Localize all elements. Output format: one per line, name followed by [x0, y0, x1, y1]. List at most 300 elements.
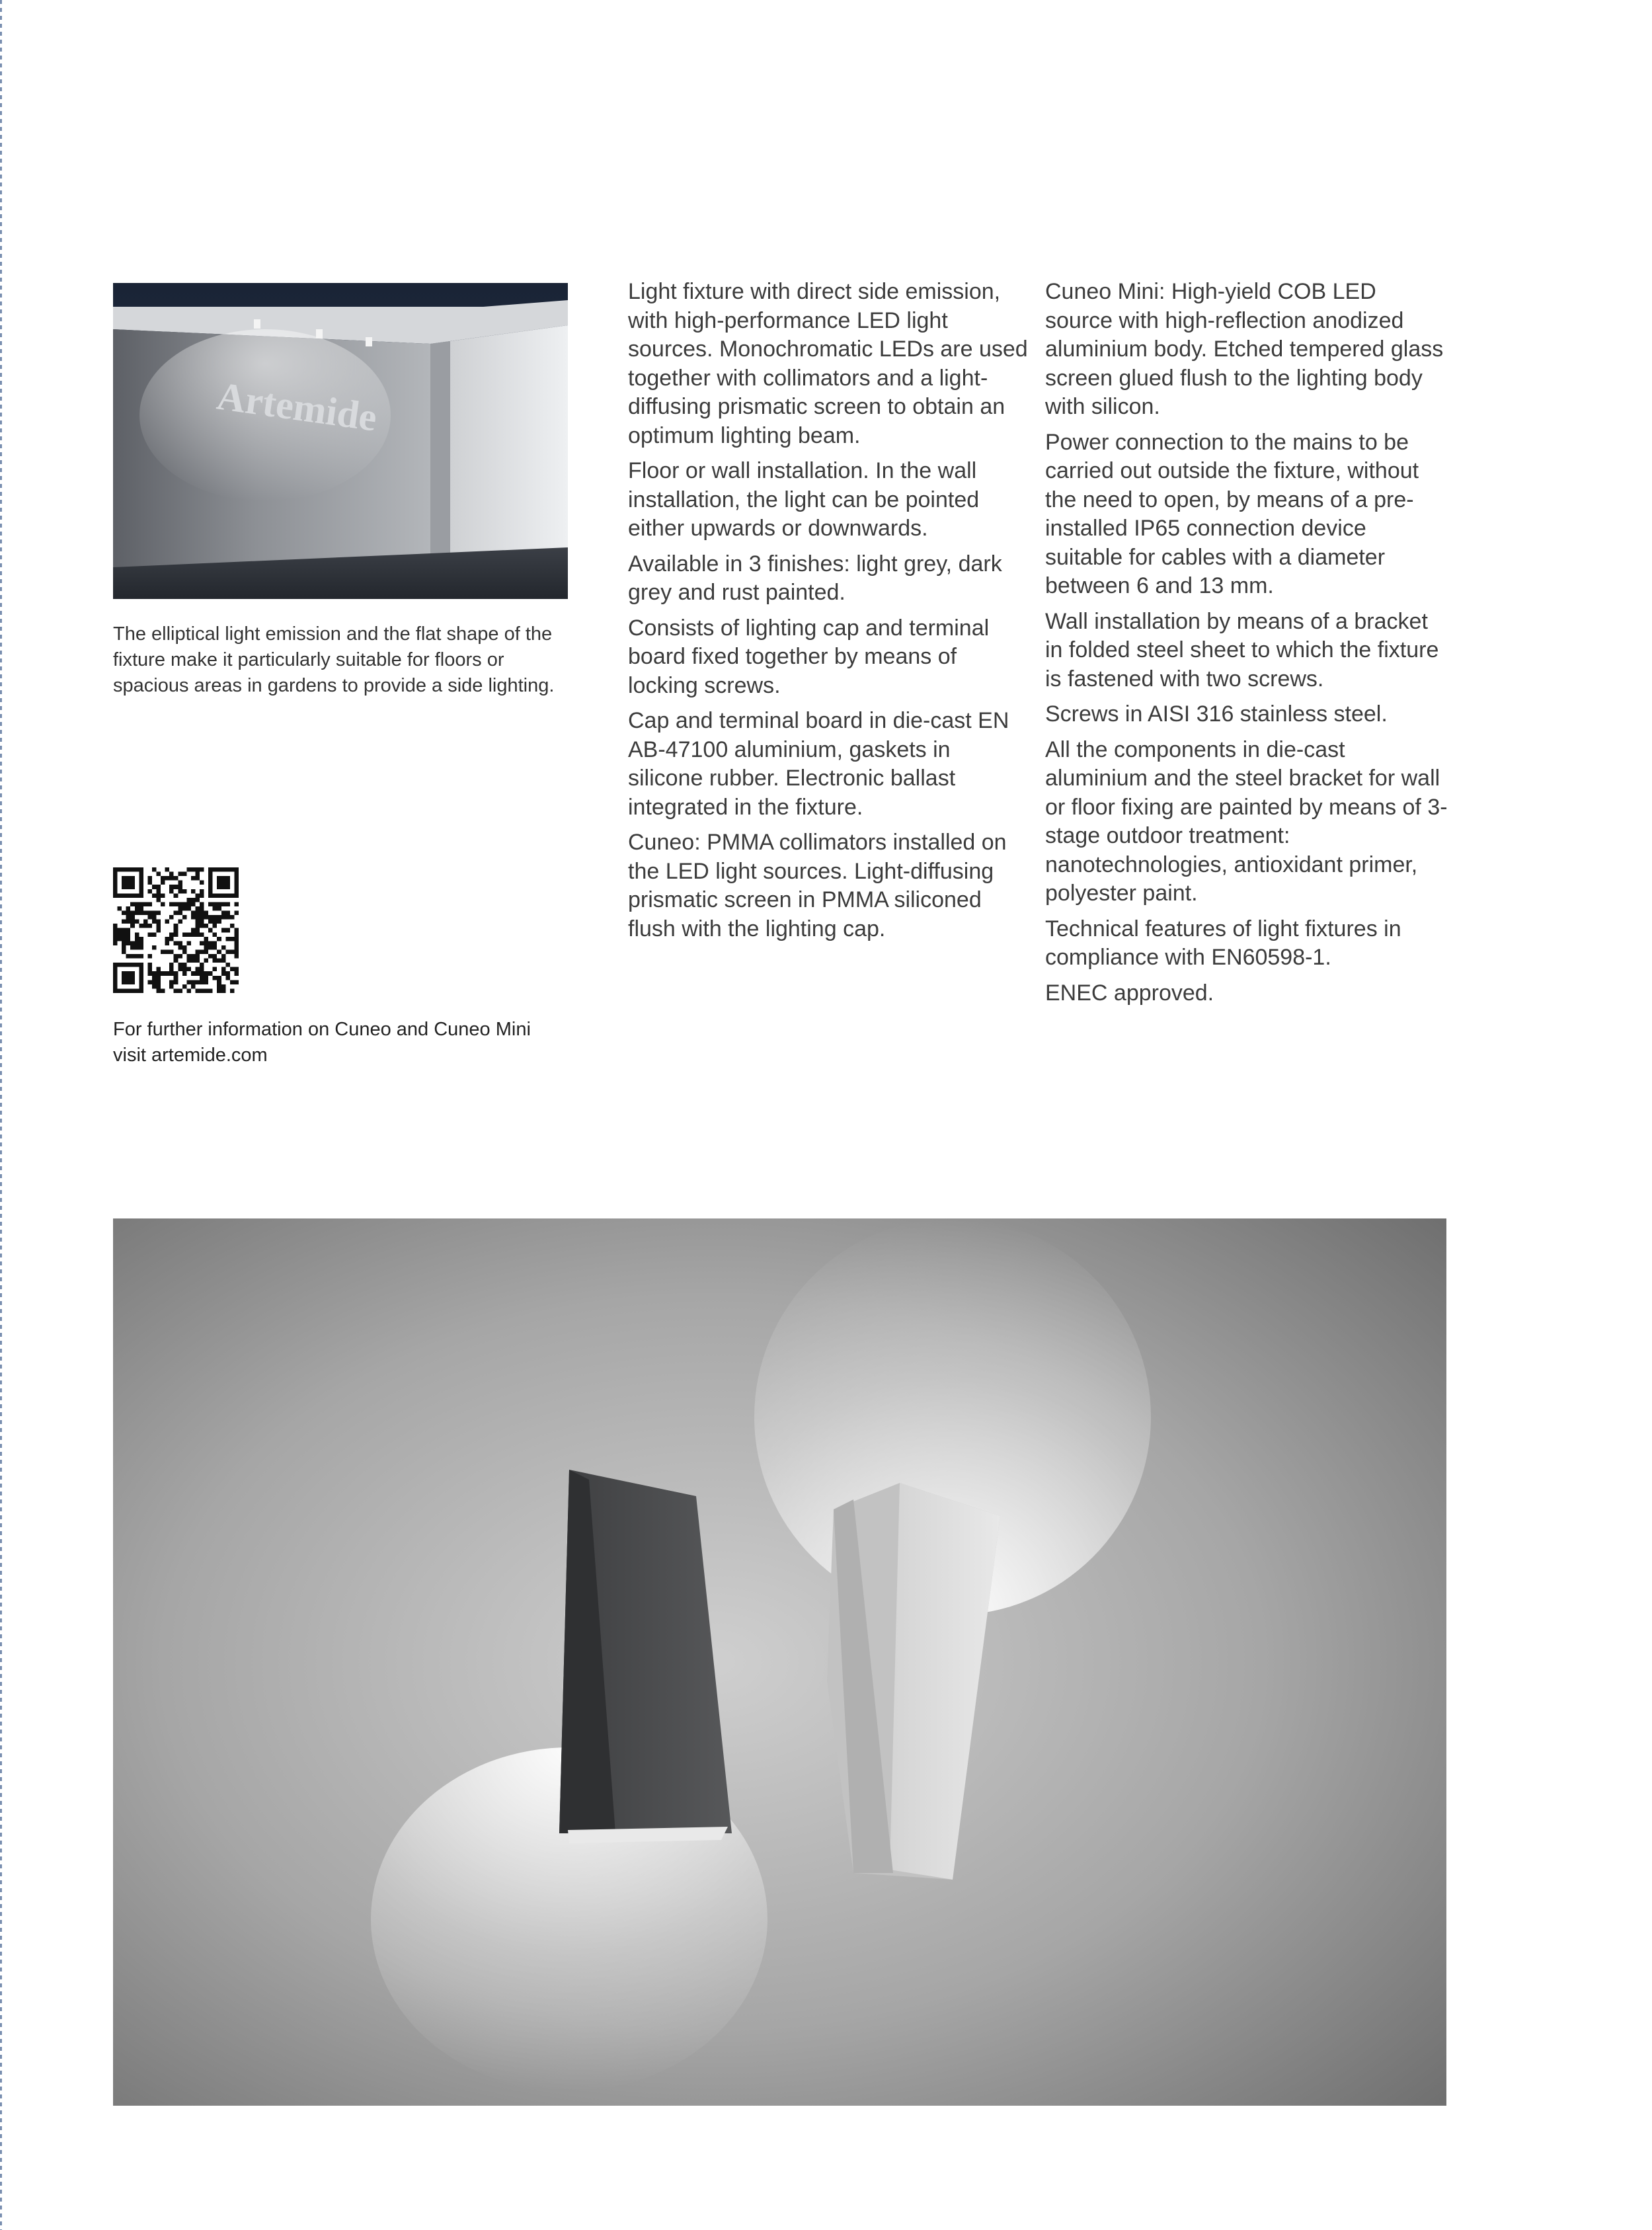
qr-module	[126, 911, 131, 916]
qr-module	[122, 937, 126, 941]
qr-module	[130, 867, 135, 872]
qr-module	[186, 898, 191, 902]
qr-module	[186, 959, 191, 963]
qr-module	[130, 920, 135, 924]
qr-module	[169, 915, 174, 920]
further-info-link[interactable]: visit artemide.com	[113, 1045, 268, 1066]
qr-module	[157, 885, 161, 889]
qr-module	[200, 971, 204, 976]
qr-module	[135, 937, 139, 941]
qr-module	[113, 937, 118, 941]
qr-module	[139, 867, 143, 872]
qr-module	[174, 941, 178, 945]
qr-module	[157, 889, 161, 894]
qr-module	[221, 967, 226, 972]
qr-module	[213, 941, 217, 945]
qr-module	[147, 963, 152, 967]
qr-module	[118, 928, 122, 933]
qr-module	[230, 924, 235, 928]
qr-module	[234, 932, 239, 937]
qr-module	[147, 954, 152, 959]
qr-module	[126, 937, 131, 941]
qr-module	[152, 932, 157, 937]
qr-module	[213, 976, 217, 980]
qr-module	[126, 976, 131, 980]
qr-module	[126, 988, 131, 993]
qr-module	[204, 915, 209, 920]
qr-module	[126, 941, 131, 945]
qr-module	[195, 898, 200, 902]
qr-module	[130, 988, 135, 993]
qr-module	[230, 915, 235, 920]
qr-module	[130, 980, 135, 984]
qr-module	[122, 932, 126, 937]
qr-module	[200, 924, 204, 928]
qr-module	[191, 889, 196, 894]
qr-module	[186, 906, 191, 911]
qr-module	[217, 920, 221, 924]
qr-module	[157, 920, 161, 924]
qr-module	[152, 920, 157, 924]
qr-module	[147, 876, 152, 881]
qr-module	[182, 984, 187, 989]
qr-module	[143, 902, 148, 906]
qr-module	[135, 920, 139, 924]
qr-module	[200, 932, 204, 937]
qr-module	[191, 980, 196, 984]
qr-module	[200, 889, 204, 894]
qr-module	[130, 924, 135, 928]
qr-module	[234, 911, 239, 916]
qr-module	[174, 954, 178, 959]
qr-module	[234, 889, 239, 894]
qr-module	[122, 963, 126, 967]
qr-module	[217, 949, 221, 954]
product-photo	[113, 1218, 1446, 2106]
qr-module	[217, 937, 221, 941]
qr-module	[208, 954, 213, 959]
qr-module	[191, 971, 196, 976]
qr-module	[234, 928, 239, 933]
qr-module	[118, 932, 122, 937]
qr-module	[130, 945, 135, 950]
qr-module	[152, 976, 157, 980]
qr-module	[200, 949, 204, 954]
qr-module	[147, 971, 152, 976]
qr-module	[130, 963, 135, 967]
qr-module	[118, 937, 122, 941]
qr-module	[195, 980, 200, 984]
qr-module	[182, 949, 187, 954]
qr-module	[118, 988, 122, 993]
qr-module	[122, 911, 126, 916]
qr-module	[217, 915, 221, 920]
qr-module	[217, 976, 221, 980]
qr-module	[191, 954, 196, 959]
qr-module	[217, 881, 221, 885]
qr-module	[204, 949, 209, 954]
qr-module	[208, 902, 213, 906]
qr-module	[161, 881, 165, 885]
qr-module	[161, 971, 165, 976]
qr-module	[234, 867, 239, 872]
qr-module	[174, 932, 178, 937]
qr-module	[139, 954, 143, 959]
qr-module	[208, 920, 213, 924]
qr-module	[195, 893, 200, 898]
qr-module	[126, 954, 131, 959]
qr-module	[165, 937, 170, 941]
qr-module	[113, 872, 118, 877]
qr-module	[118, 893, 122, 898]
qr-module	[169, 967, 174, 972]
qr-module	[113, 941, 118, 945]
qr-module	[221, 915, 226, 920]
qr-module	[126, 971, 131, 976]
qr-module	[195, 932, 200, 937]
qr-module	[230, 980, 235, 984]
qr-module	[234, 902, 239, 906]
qr-module	[234, 967, 239, 972]
qr-module	[135, 911, 139, 916]
qr-module	[182, 932, 187, 937]
qr-module	[221, 984, 226, 989]
qr-module	[174, 959, 178, 963]
qr-module	[195, 876, 200, 881]
qr-module	[147, 924, 152, 928]
qr-module	[174, 980, 178, 984]
qr-module	[126, 920, 131, 924]
qr-module	[225, 881, 230, 885]
qr-module	[152, 971, 157, 976]
qr-module	[139, 971, 143, 976]
qr-module	[208, 915, 213, 920]
spec-paragraph: Available in 3 finishes: light grey, dark grey and rust painted.	[628, 551, 1002, 605]
qr-module	[113, 889, 118, 894]
qr-module	[113, 963, 118, 967]
qr-module	[165, 949, 170, 954]
qr-module	[225, 976, 230, 980]
qr-module	[135, 906, 139, 911]
qr-module	[186, 867, 191, 872]
qr-module	[147, 881, 152, 885]
qr-module	[191, 876, 196, 881]
spec-paragraph: ENEC approved.	[1045, 980, 1214, 1006]
qr-module	[139, 976, 143, 980]
qr-module	[135, 945, 139, 950]
qr-module	[234, 945, 239, 950]
qr-module	[169, 902, 174, 906]
qr-module	[225, 911, 230, 916]
qr-module	[178, 920, 182, 924]
qr-module	[178, 872, 182, 877]
qr-module	[130, 915, 135, 920]
qr-module	[113, 881, 118, 885]
qr-module	[221, 885, 226, 889]
qr-module	[221, 867, 226, 872]
qr-module	[139, 988, 143, 993]
qr-module	[139, 872, 143, 877]
further-info	[113, 1017, 569, 1068]
qr-module	[213, 967, 217, 972]
qr-module	[122, 881, 126, 885]
qr-module	[217, 876, 221, 881]
qr-module	[135, 941, 139, 945]
qr-module	[200, 881, 204, 885]
qr-module	[152, 984, 157, 989]
spec-paragraph: Wall installation by means of a bracket in folded steel sheet to which the fixture is fastened with two screws.	[1045, 608, 1439, 692]
qr-module	[204, 924, 209, 928]
qr-module	[152, 915, 157, 920]
qr-module	[217, 959, 221, 963]
qr-module	[139, 911, 143, 916]
qr-module	[122, 920, 126, 924]
qr-module	[208, 885, 213, 889]
qr-module	[139, 963, 143, 967]
qr-module	[143, 911, 148, 916]
qr-module	[122, 941, 126, 945]
qr-module	[174, 885, 178, 889]
qr-module	[122, 976, 126, 980]
qr-module	[139, 889, 143, 894]
qr-module	[165, 971, 170, 976]
spec-paragraph: Cuneo Mini: High-yield COB LED source with high-reflection anodized aluminium body. Etched tempered glass screen glued flush to the lighting body with silicon.	[1045, 279, 1444, 419]
qr-module	[230, 937, 235, 941]
qr-module	[118, 963, 122, 967]
qr-module	[113, 893, 118, 898]
qr-module	[221, 988, 226, 993]
qr-module	[178, 885, 182, 889]
qr-module	[143, 924, 148, 928]
qr-module	[139, 881, 143, 885]
qr-module	[225, 928, 230, 933]
qr-module	[135, 932, 139, 937]
qr-module	[139, 876, 143, 881]
qr-module	[157, 898, 161, 902]
qr-module	[230, 949, 235, 954]
qr-module	[174, 902, 178, 906]
qr-module	[221, 954, 226, 959]
qr-module	[217, 867, 221, 872]
qr-module	[225, 949, 230, 954]
qr-module	[225, 885, 230, 889]
qr-module	[169, 937, 174, 941]
qr-module	[122, 876, 126, 881]
further-info-line1: For further information on Cuneo and Cuneo Mini	[113, 1019, 531, 1040]
qr-module	[161, 902, 165, 906]
qr-module	[139, 906, 143, 911]
qr-module	[161, 876, 165, 881]
qr-module	[234, 893, 239, 898]
qr-module	[178, 881, 182, 885]
qr-module	[157, 928, 161, 933]
qr-module	[200, 988, 204, 993]
qr-module	[135, 963, 139, 967]
qr-module	[191, 928, 196, 933]
qr-module	[204, 937, 209, 941]
qr-module	[113, 988, 118, 993]
spec-paragraph: Cuneo: PMMA collimators installed on the LED light sources. Light-diffusing prismatic screen in PMMA siliconed flush with the lighting cap.	[628, 830, 1007, 941]
qr-module	[195, 924, 200, 928]
qr-module	[147, 889, 152, 894]
qr-module	[122, 971, 126, 976]
qr-module	[191, 898, 196, 902]
qr-module	[195, 954, 200, 959]
qr-module	[174, 924, 178, 928]
qr-module	[113, 971, 118, 976]
qr-module	[139, 885, 143, 889]
qr-module	[122, 945, 126, 950]
qr-module	[230, 988, 235, 993]
qr-module	[113, 876, 118, 881]
qr-module	[234, 941, 239, 945]
qr-module	[200, 902, 204, 906]
qr-module	[200, 920, 204, 924]
qr-module	[204, 976, 209, 980]
qr-module	[217, 885, 221, 889]
qr-module	[182, 967, 187, 972]
qr-module	[234, 876, 239, 881]
qr-module	[161, 949, 165, 954]
qr-module	[135, 902, 139, 906]
qr-module	[182, 889, 187, 894]
qr-module	[169, 984, 174, 989]
qr-module	[230, 967, 235, 972]
qr-module	[122, 988, 126, 993]
qr-module	[200, 941, 204, 945]
qr-module	[118, 906, 122, 911]
qr-module	[122, 928, 126, 933]
qr-module	[182, 872, 187, 877]
qr-module	[169, 876, 174, 881]
qr-module	[130, 954, 135, 959]
qr-module	[130, 941, 135, 945]
qr-module	[217, 980, 221, 984]
qr-module	[130, 902, 135, 906]
qr-module	[200, 906, 204, 911]
qr-module	[126, 963, 131, 967]
qr-module	[225, 867, 230, 872]
qr-module	[234, 949, 239, 954]
qr-module	[186, 988, 191, 993]
qr-module	[208, 881, 213, 885]
qr-module	[225, 971, 230, 976]
qr-module	[147, 902, 152, 906]
qr-module	[178, 906, 182, 911]
qr-module	[152, 980, 157, 984]
qr-module	[213, 945, 217, 950]
qr-module	[157, 911, 161, 916]
qr-module	[200, 867, 204, 872]
qr-module	[200, 915, 204, 920]
qr-module	[147, 967, 152, 972]
qr-module	[221, 893, 226, 898]
qr-module	[152, 867, 157, 872]
qr-module	[139, 967, 143, 972]
qr-module	[126, 932, 131, 937]
qr-module	[130, 971, 135, 976]
qr-module	[234, 980, 239, 984]
page-edge-rule	[0, 0, 2, 2230]
qr-module	[178, 911, 182, 916]
qr-module	[221, 911, 226, 916]
qr-module	[178, 988, 182, 993]
qr-module	[204, 971, 209, 976]
qr-module	[213, 902, 217, 906]
qr-module	[195, 959, 200, 963]
qr-module	[126, 893, 131, 898]
qr-module	[113, 924, 118, 928]
qr-module	[225, 937, 230, 941]
qr-module	[186, 932, 191, 937]
qr-module	[113, 976, 118, 980]
qr-module	[208, 945, 213, 950]
qr-module	[200, 893, 204, 898]
qr-module	[130, 876, 135, 881]
qr-module	[113, 928, 118, 933]
qr-module	[221, 959, 226, 963]
qr-module	[200, 967, 204, 972]
qr-module	[186, 902, 191, 906]
qr-module	[204, 988, 209, 993]
qr-module	[139, 937, 143, 941]
qr-module	[234, 872, 239, 877]
qr-module	[234, 881, 239, 885]
qr-module	[147, 911, 152, 916]
qr-module	[195, 915, 200, 920]
qr-module	[186, 941, 191, 945]
qr-code-icon[interactable]	[113, 867, 239, 993]
qr-module	[169, 885, 174, 889]
qr-module	[208, 889, 213, 894]
qr-module	[225, 963, 230, 967]
qr-module	[174, 928, 178, 933]
qr-module	[208, 867, 213, 872]
qr-module	[182, 906, 187, 911]
qr-module	[200, 911, 204, 916]
qr-module	[122, 949, 126, 954]
qr-module	[225, 876, 230, 881]
qr-module	[139, 902, 143, 906]
qr-module	[191, 959, 196, 963]
qr-module	[191, 902, 196, 906]
qr-module	[130, 881, 135, 885]
spec-paragraph: Cap and terminal board in die-cast EN AB-47100 aluminium, gaskets in silicone rubber. Electronic ballast integrated in the fixture.	[628, 708, 1009, 820]
qr-module	[230, 867, 235, 872]
qr-module	[139, 980, 143, 984]
qr-module	[113, 984, 118, 989]
qr-module	[126, 928, 131, 933]
qr-module	[217, 902, 221, 906]
qr-module	[182, 915, 187, 920]
qr-module	[135, 988, 139, 993]
qr-module	[169, 932, 174, 937]
hero-sign-text: Artemide	[214, 374, 380, 440]
qr-module	[182, 902, 187, 906]
qr-module	[204, 945, 209, 950]
qr-module	[200, 980, 204, 984]
qr-module	[130, 885, 135, 889]
qr-module	[213, 893, 217, 898]
qr-module	[178, 945, 182, 950]
qr-module	[217, 893, 221, 898]
qr-module	[221, 876, 226, 881]
qr-module	[169, 971, 174, 976]
qr-module	[195, 928, 200, 933]
qr-module	[122, 893, 126, 898]
qr-module	[182, 945, 187, 950]
qr-module	[152, 885, 157, 889]
